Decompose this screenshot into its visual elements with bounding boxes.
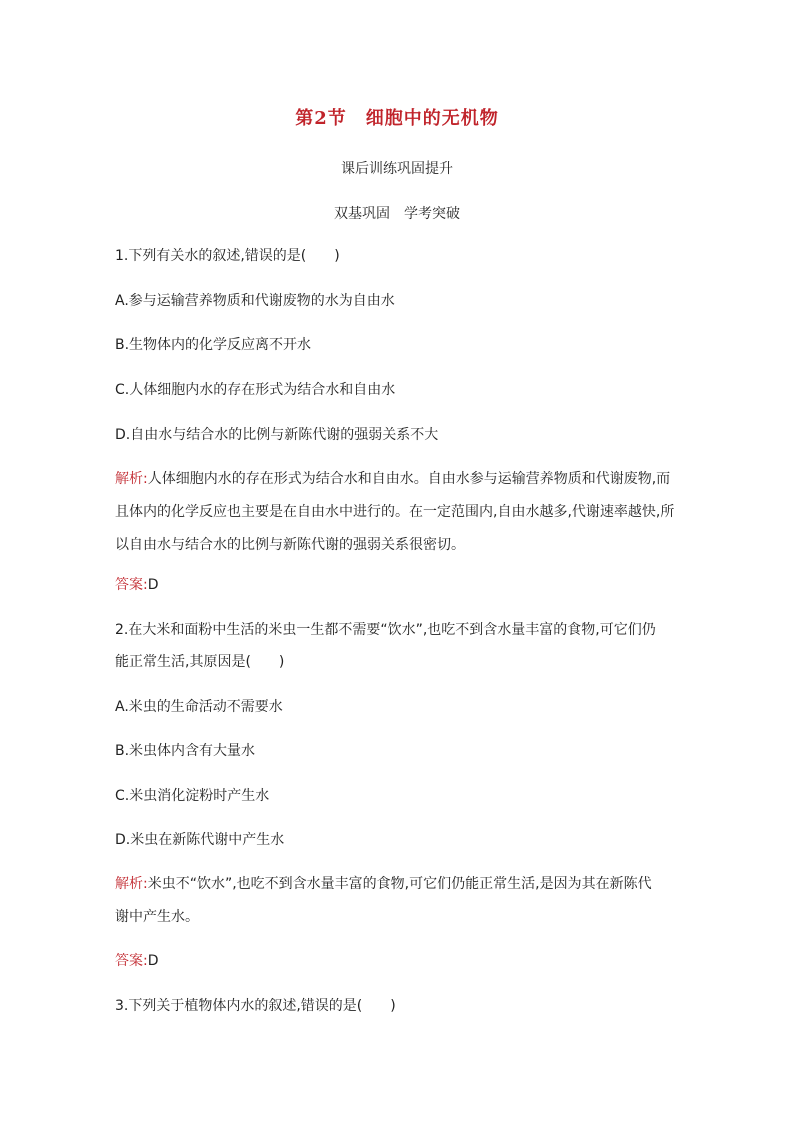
answer-label: 答案:: [115, 953, 148, 969]
analysis-label: 解析:: [115, 876, 148, 892]
question-2-option-d: D.米虫在新陈代谢中产生水: [115, 832, 285, 848]
answer-label: 答案:: [115, 577, 148, 593]
question-1-analysis-line-3: 以自由水与结合水的比例与新陈代谢的强弱关系很密切。: [115, 537, 465, 553]
question-2-analysis-line-2: 谢中产生水。: [115, 909, 199, 925]
analysis-text: 人体细胞内水的存在形式为结合水和自由水。自由水参与运输营养物质和代谢废物,而: [147, 471, 671, 487]
analysis-text: 米虫不“饮水”,也吃不到含水量丰富的食物,可它们仍能正常生活,是因为其在新陈代: [147, 876, 652, 892]
question-1-option-d: D.自由水与结合水的比例与新陈代谢的强弱关系不大: [115, 427, 439, 443]
question-1-analysis-line-1: [115, 469, 695, 489]
question-1-option-b: B.生物体内的化学反应离不开水: [115, 337, 312, 353]
question-1-option-a: A.参与运输营养物质和代谢废物的水为自由水: [115, 293, 395, 309]
answer-value: D: [147, 953, 159, 969]
question-1-analysis-line-2: 且体内的化学反应也主要是在自由水中进行的。在一定范围内,自由水越多,代谢速率越快,所: [115, 504, 675, 520]
question-2-option-b: B.米虫体内含有大量水: [115, 743, 256, 759]
question-3-stem: 3.下列关于植物体内水的叙述,错误的是( ): [115, 998, 396, 1014]
question-2-stem-line-1: 2.在大米和面粉中生活的米虫一生都不需要“饮水”,也吃不到含水量丰富的食物,可它们仍: [115, 622, 656, 638]
page-subtitle: 课后训练巩固提升: [341, 161, 453, 177]
page-title: 第2节 细胞中的无机物: [295, 108, 499, 129]
question-1-stem: 1.下列有关水的叙述,错误的是( ): [115, 248, 340, 264]
question-2-stem-line-2: 能正常生活,其原因是( ): [115, 654, 285, 670]
question-1-option-c: C.人体细胞内水的存在形式为结合水和自由水: [115, 382, 396, 398]
question-2-analysis-line-1: [115, 874, 695, 894]
question-1-answer: [115, 575, 695, 595]
section-heading: 双基巩固 学考突破: [334, 206, 460, 222]
question-2-option-c: C.米虫消化淀粉时产生水: [115, 788, 270, 804]
answer-value: D: [147, 577, 159, 593]
analysis-label: 解析:: [115, 471, 148, 487]
question-2-option-a: A.米虫的生命活动不需要水: [115, 699, 283, 715]
question-2-answer: [115, 951, 695, 971]
